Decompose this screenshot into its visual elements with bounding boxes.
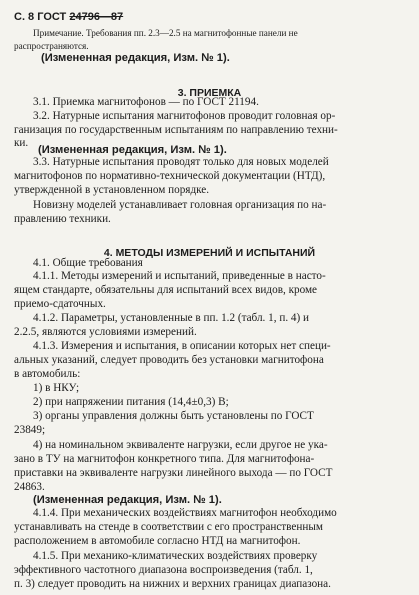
header-standard-number: 24796—87 <box>69 11 124 23</box>
text-line: 24863. <box>14 481 45 493</box>
text-line: альных указаний, следует проводить без установки магнитофона <box>14 354 324 366</box>
section-4-heading: 4. МЕТОДЫ ИЗМЕРЕНИЙ И ИСПЫТАНИЙ <box>103 247 316 259</box>
text-line: ящем стандарте, обязательны для испытаний всех видов, кроме <box>14 284 318 296</box>
text-line: приставки на эквиваленте нагрузки линейного выхода — по ГОСТ <box>14 467 333 479</box>
text-line: зано в ТУ на магнитофон конкретного типа. Для магнитофона- <box>14 453 315 465</box>
text-line: 1) в НКУ; <box>33 382 80 394</box>
text-line: распространяются. <box>14 41 89 51</box>
text-line: ганизация по государственным испытаниям по направлению техни- <box>14 124 338 136</box>
text-line: 4.1.1. Методы измерений и испытаний, приведенные в насто- <box>33 270 326 282</box>
text-line: эффективного частотного диапазона воспроизведения (табл. 1, <box>14 564 313 576</box>
text-line: устанавливать на стенде в соответствии с его пространственным <box>14 521 323 533</box>
text-line: 4.1.5. При механико-климатических воздействиях проверку <box>33 550 318 562</box>
text-line: 3.2. Натурные испытания магнитофонов проводит головная ор- <box>33 110 336 122</box>
text-line: 4.1.2. Параметры, установленные в пп. 1.2 (табл. 1, п. 4) и <box>33 312 310 324</box>
text-line: 2.2.5, являются условиями измерений. <box>14 326 197 338</box>
page-header <box>14 11 123 23</box>
text-line: правлению техники. <box>14 213 111 225</box>
text-line: 23849; <box>14 424 46 436</box>
text-line: 4) на номинальном эквиваленте нагрузки, если другое не ука- <box>33 439 328 451</box>
text-line: 4.1. Общие требования <box>33 257 143 269</box>
header-prefix: С. 8 ГОСТ <box>14 11 67 23</box>
section-3-heading: 3. ПРИЕМКА <box>177 87 242 99</box>
text-line: 4.1.3. Измерения и испытания, в описании которых нет специ- <box>33 340 331 352</box>
text-line: 4.1.4. При механических воздействиях магнитофон необходимо <box>33 507 337 519</box>
text-line: п. 3) следует проводить на нижних и верхних границах диапазона. <box>14 578 331 590</box>
text-line: магнитофонов по нормативно-технической документации (НТД), <box>14 170 326 182</box>
text-line: в автомобиль: <box>14 368 81 380</box>
text-line: 2) при напряжении питания (14,4±0,3) В; <box>33 396 229 408</box>
text-line: Примечание. Требования пп. 2.3—2.5 на магнитофонные панели не <box>33 28 298 38</box>
text-line: приемо-сдаточных. <box>14 298 106 310</box>
amendment-note: (Измененная редакция, Изм. № 1). <box>41 52 230 64</box>
amendment-note: (Измененная редакция, Изм. № 1). <box>33 494 222 506</box>
text-line: расположением в автомобиле согласно НТД на магнитофон. <box>14 535 301 547</box>
text-line: ки. <box>14 137 29 149</box>
text-line: утвержденной в установленном порядке. <box>14 184 210 196</box>
text-line: 3.3. Натурные испытания проводят только для новых моделей <box>33 156 329 168</box>
text-line: 3.1. Приемка магнитофонов — по ГОСТ 21194. <box>33 96 259 108</box>
text-line: 3) органы управления должны быть установлены по ГОСТ <box>33 410 314 422</box>
amendment-note: (Измененная редакция, Изм. № 1). <box>38 144 227 156</box>
text-line: Новизну моделей устанавливает головная организация по на- <box>33 199 327 211</box>
